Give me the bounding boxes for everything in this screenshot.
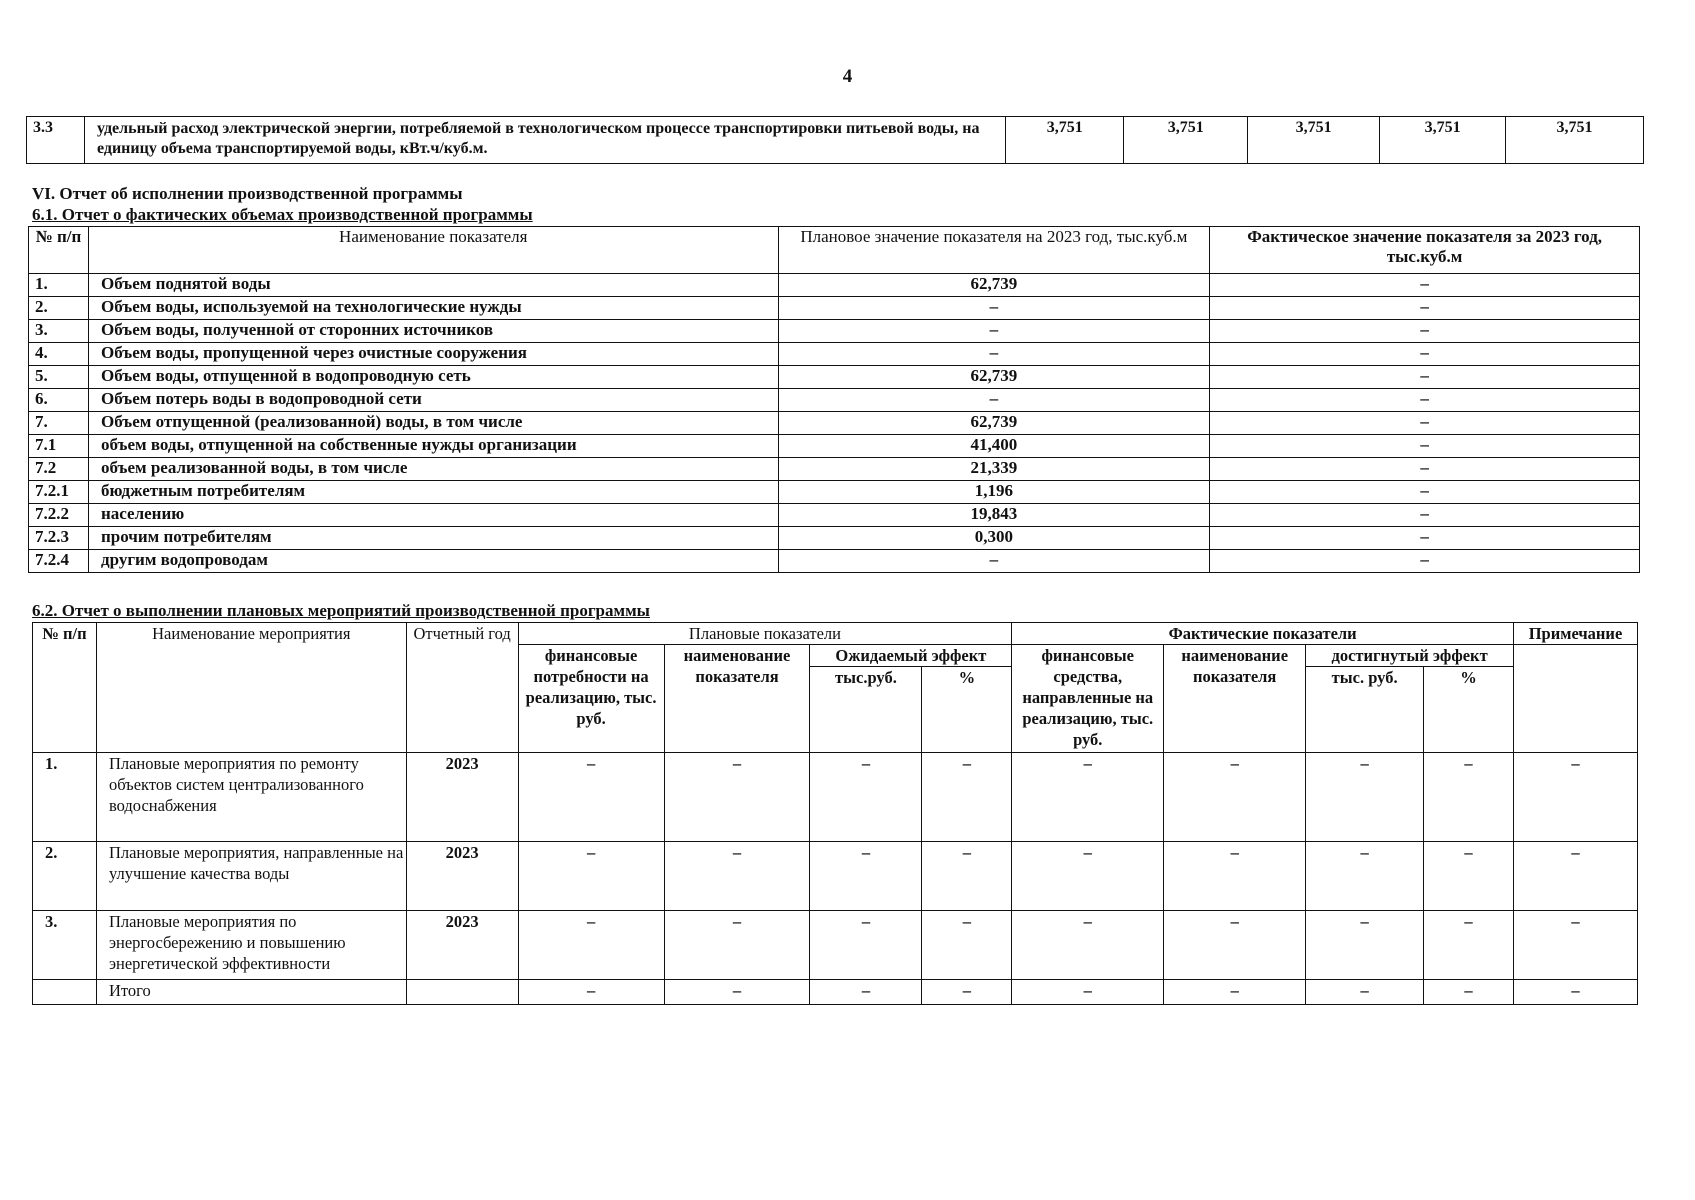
row-number: 1.: [29, 274, 89, 297]
header-plan-pct: %: [922, 667, 1012, 753]
row-number: 7.2.2: [29, 504, 89, 527]
row-name: Объем отпущенной (реализованной) воды, в том числе: [88, 412, 778, 435]
table-6-1: [28, 226, 1640, 573]
row-plan: 41,400: [778, 435, 1210, 458]
table-row: [29, 435, 1640, 458]
row-year: 2023: [406, 911, 518, 980]
header-num: № п/п: [33, 623, 97, 753]
total-cell: –: [1306, 980, 1424, 1005]
row-number: 7.2.3: [29, 527, 89, 550]
row-number: 1.: [33, 753, 97, 842]
row-name: объем реализованной воды, в том числе: [88, 458, 778, 481]
table-row: [29, 297, 1640, 320]
row-cell: –: [518, 842, 664, 911]
row-name: объем воды, отпущенной на собственные нужды организации: [88, 435, 778, 458]
row-cell: –: [664, 911, 810, 980]
row-name: прочим потребителям: [88, 527, 778, 550]
row-cell: –: [922, 753, 1012, 842]
row-fact: –: [1210, 527, 1640, 550]
row-cell: –: [1306, 842, 1424, 911]
row-name: Плановые мероприятия, направленные на улучшение качества воды: [96, 842, 406, 911]
row-number: 3.3: [27, 117, 85, 164]
row-fact: –: [1210, 389, 1640, 412]
row-number: 7.2: [29, 458, 89, 481]
row-fact: –: [1210, 481, 1640, 504]
row-plan: 19,843: [778, 504, 1210, 527]
header-fact-effect: достигнутый эффект: [1306, 645, 1514, 667]
table-6-2: [32, 622, 1638, 1005]
row-cell: –: [810, 842, 922, 911]
header-note: Примечание: [1513, 623, 1637, 645]
row-cell: –: [664, 753, 810, 842]
row-cell: –: [922, 842, 1012, 911]
row-cell: –: [1164, 842, 1306, 911]
row-cell: –: [518, 911, 664, 980]
row-name: Объем воды, отпущенной в водопроводную сеть: [88, 366, 778, 389]
value-cell: 3,751: [1006, 117, 1124, 164]
row-cell: –: [1012, 911, 1164, 980]
row-number: 7.2.4: [29, 550, 89, 573]
row-number: 7.1: [29, 435, 89, 458]
row-number: 2.: [33, 842, 97, 911]
total-cell: –: [810, 980, 922, 1005]
row-number: 4.: [29, 343, 89, 366]
row-fact: –: [1210, 550, 1640, 573]
row-name: Объем воды, используемой на технологические нужды: [88, 297, 778, 320]
row-number: 2.: [29, 297, 89, 320]
table-row: [29, 412, 1640, 435]
value-cell: 3,751: [1506, 117, 1644, 164]
table-row: [29, 550, 1640, 573]
row-name: бюджетным потребителям: [88, 481, 778, 504]
header-fact-pct: %: [1424, 667, 1514, 753]
row-name: Объем потерь воды в водопроводной сети: [88, 389, 778, 412]
table-row: [29, 274, 1640, 297]
row-plan: 1,196: [778, 481, 1210, 504]
row-number: 7.2.1: [29, 481, 89, 504]
header-name: Наименование показателя: [88, 227, 778, 274]
header-fact-fin: финансовые средства, направленные на реализацию, тыс. руб.: [1012, 645, 1164, 753]
total-num-blank: [33, 980, 97, 1005]
row-cell: –: [1306, 753, 1424, 842]
value-cell: 3,751: [1124, 117, 1248, 164]
table-header-row: [29, 227, 1640, 274]
row-plan: –: [778, 343, 1210, 366]
indicator-name: удельный расход электрической энергии, потребляемой в технологическом процессе транспортировки питьевой воды, на единицу объема транспортируемой воды, кВт.ч/куб.м.: [84, 117, 1005, 164]
total-cell: –: [922, 980, 1012, 1005]
row-cell: –: [1164, 911, 1306, 980]
subsection-title-6-1: 6.1. Отчет о фактических объемах производственной программы: [32, 205, 533, 224]
row-name: населению: [88, 504, 778, 527]
total-cell: –: [1012, 980, 1164, 1005]
row-cell: –: [1513, 753, 1637, 842]
total-cell: –: [1513, 980, 1637, 1005]
table-row: [29, 504, 1640, 527]
row-fact: –: [1210, 297, 1640, 320]
row-name: Плановые мероприятия по ремонту объектов систем централизованного водоснабжения: [96, 753, 406, 842]
row-cell: –: [1306, 911, 1424, 980]
table-row: [29, 481, 1640, 504]
total-cell: –: [664, 980, 810, 1005]
value-cell: 3,751: [1380, 117, 1506, 164]
row-plan: –: [778, 550, 1210, 573]
row-fact: –: [1210, 274, 1640, 297]
row-cell: –: [1424, 842, 1514, 911]
table-row: [27, 117, 1644, 164]
header-fact: Фактическое значение показателя за 2023 год, тыс.куб.м: [1210, 227, 1640, 274]
row-name: другим водопроводам: [88, 550, 778, 573]
subsection-title-6-2: 6.2. Отчет о выполнении плановых мероприятий производственной программы: [32, 601, 650, 620]
row-name: Объем воды, пропущенной через очистные сооружения: [88, 343, 778, 366]
row-cell: –: [1012, 753, 1164, 842]
row-plan: 21,339: [778, 458, 1210, 481]
row-year: 2023: [406, 842, 518, 911]
row-year: 2023: [406, 753, 518, 842]
header-name: Наименование мероприятия: [96, 623, 406, 753]
total-row: [33, 980, 1638, 1005]
value-cell: 3,751: [1248, 117, 1380, 164]
row-cell: –: [664, 842, 810, 911]
row-plan: 62,739: [778, 412, 1210, 435]
row-plan: 62,739: [778, 274, 1210, 297]
row-3-3-table: [26, 116, 1644, 164]
header-plan-group: Плановые показатели: [518, 623, 1012, 645]
row-fact: –: [1210, 412, 1640, 435]
header-fact-group: Фактические показатели: [1012, 623, 1514, 645]
row-cell: –: [1513, 911, 1637, 980]
row-cell: –: [518, 753, 664, 842]
row-plan: 62,739: [778, 366, 1210, 389]
row-cell: –: [1012, 842, 1164, 911]
row-fact: –: [1210, 435, 1640, 458]
header-plan-fin: финансовые потребности на реализацию, тыс. руб.: [518, 645, 664, 753]
table-row: [29, 343, 1640, 366]
header-year: Отчетный год: [406, 623, 518, 753]
row-number: 6.: [29, 389, 89, 412]
total-year-blank: [406, 980, 518, 1005]
header-plan-ind: наименование показателя: [664, 645, 810, 753]
table-row: [33, 753, 1638, 842]
row-cell: –: [1164, 753, 1306, 842]
row-cell: –: [922, 911, 1012, 980]
row-cell: –: [1424, 911, 1514, 980]
header-fact-ind: наименование показателя: [1164, 645, 1306, 753]
header-fact-rub: тыс. руб.: [1306, 667, 1424, 753]
total-cell: –: [1164, 980, 1306, 1005]
header-plan-rub: тыс.руб.: [810, 667, 922, 753]
row-plan: –: [778, 297, 1210, 320]
row-name: Объем поднятой воды: [88, 274, 778, 297]
row-cell: –: [810, 911, 922, 980]
total-cell: –: [1424, 980, 1514, 1005]
table-row: [29, 458, 1640, 481]
row-cell: –: [1513, 842, 1637, 911]
table-row: [29, 320, 1640, 343]
row-number: 5.: [29, 366, 89, 389]
row-plan: –: [778, 320, 1210, 343]
row-fact: –: [1210, 458, 1640, 481]
table-row: [29, 366, 1640, 389]
header-plan: Плановое значение показателя на 2023 год, тыс.куб.м: [778, 227, 1210, 274]
row-fact: –: [1210, 320, 1640, 343]
table-row: [29, 527, 1640, 550]
row-fact: –: [1210, 366, 1640, 389]
row-fact: –: [1210, 343, 1640, 366]
row-cell: –: [810, 753, 922, 842]
table-row: [29, 389, 1640, 412]
header-plan-effect: Ожидаемый эффект: [810, 645, 1012, 667]
header-num: № п/п: [29, 227, 89, 274]
row-plan: 0,300: [778, 527, 1210, 550]
row-plan: –: [778, 389, 1210, 412]
section-title: VI. Отчет об исполнении производственной программы: [32, 184, 463, 203]
row-fact: –: [1210, 504, 1640, 527]
table-row: [33, 911, 1638, 980]
row-name: Объем воды, полученной от сторонних источников: [88, 320, 778, 343]
total-label: Итого: [96, 980, 406, 1005]
table-row: [33, 842, 1638, 911]
header-note-blank: [1513, 645, 1637, 753]
row-name: Плановые мероприятия по энергосбережению и повышению энергетической эффективности: [96, 911, 406, 980]
row-number: 3.: [29, 320, 89, 343]
table-header-row: [33, 623, 1638, 645]
page-number: 4: [842, 66, 853, 87]
row-number: 7.: [29, 412, 89, 435]
row-number: 3.: [33, 911, 97, 980]
total-cell: –: [518, 980, 664, 1005]
row-cell: –: [1424, 753, 1514, 842]
